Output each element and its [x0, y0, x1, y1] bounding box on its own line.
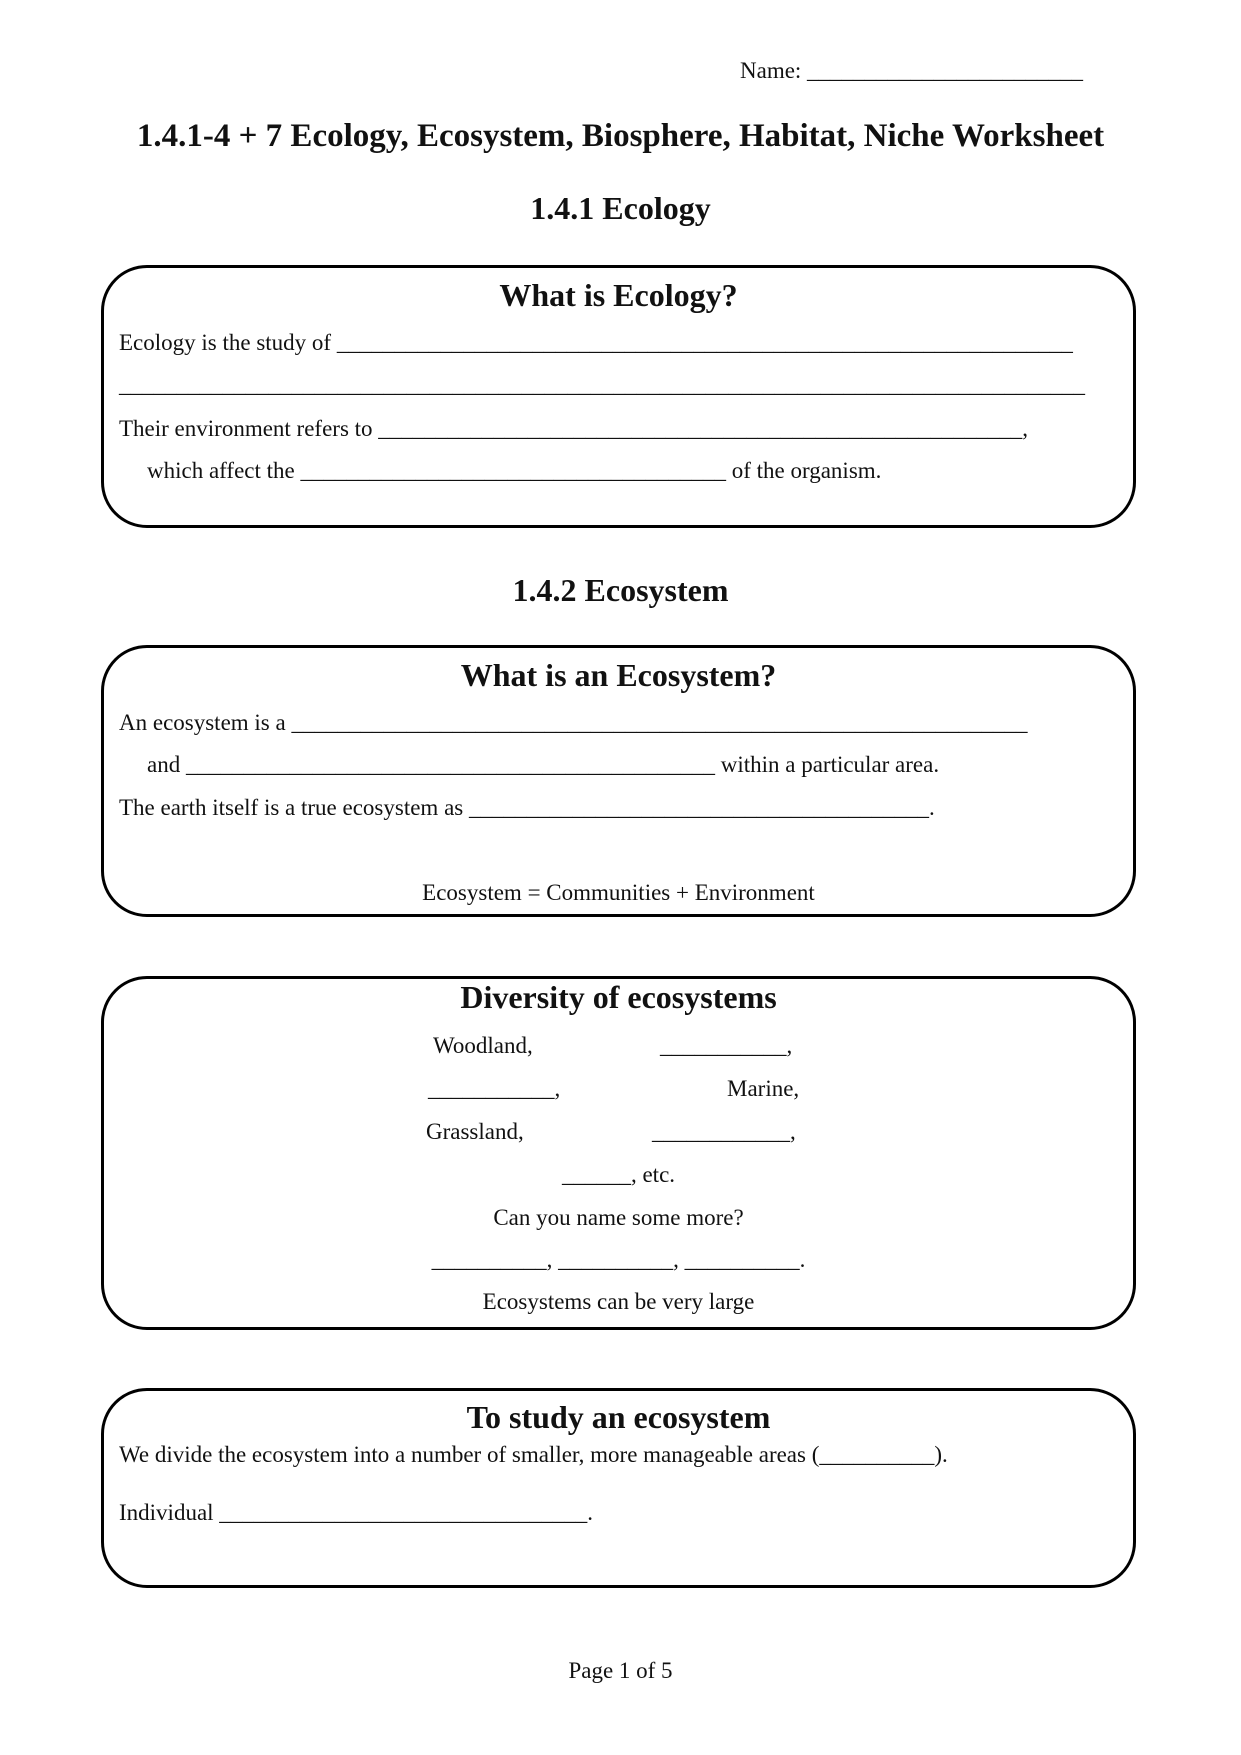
- worksheet-title: 1.4.1-4 + 7 Ecology, Ecosystem, Biosphere, Habitat, Niche Worksheet: [136, 118, 1105, 154]
- ecosystem-formula: Ecosystem = Communities + Environment: [422, 880, 815, 905]
- environment-effect-line[interactable]: which affect the _____________________________________ of the organism.: [147, 458, 882, 483]
- diversity-box: [101, 976, 1136, 1330]
- more-ecosystems-blanks[interactable]: __________, __________, __________.: [431, 1247, 806, 1272]
- ecosystem-definition-continued[interactable]: and ______________________________________________ within a particular area.: [147, 752, 940, 777]
- ecosystem-box-title: What is an Ecosystem?: [460, 657, 777, 693]
- name-more-question: Can you name some more?: [493, 1205, 744, 1230]
- section-heading-ecosystem: 1.4.2 Ecosystem: [512, 572, 729, 608]
- ecosystem-definition-line[interactable]: An ecosystem is a ________________________________________________________________: [119, 710, 1028, 735]
- diversity-box-title: Diversity of ecosystems: [460, 979, 777, 1015]
- earth-ecosystem-line[interactable]: The earth itself is a true ecosystem as ________________________________________.: [119, 795, 935, 820]
- environment-definition-line[interactable]: Their environment refers to ________________________________________________________,: [119, 416, 1029, 441]
- ecosystem-blank-2[interactable]: ___________,: [428, 1076, 561, 1101]
- ecology-definition-line[interactable]: Ecology is the study of ________________________________________________________________: [119, 330, 1073, 355]
- ecosystem-blank-etc[interactable]: ______, etc.: [561, 1162, 676, 1187]
- ecosystem-box: [101, 645, 1136, 917]
- ecosystems-large-note: Ecosystems can be very large: [482, 1289, 755, 1314]
- page-number: Page 1 of 5: [568, 1658, 673, 1683]
- section-heading-ecology: 1.4.1 Ecology: [530, 190, 711, 226]
- study-box: [101, 1388, 1136, 1588]
- divide-ecosystem-line[interactable]: We divide the ecosystem into a number of smaller, more manageable areas (__________).: [119, 1442, 948, 1467]
- ecology-definition-blank[interactable]: ____________________________________________________________________________________: [119, 372, 1085, 397]
- name-field[interactable]: Name: ________________________: [740, 58, 1084, 83]
- individual-line[interactable]: Individual ________________________________.: [119, 1500, 594, 1525]
- ecology-box: [101, 265, 1136, 528]
- grassland-label: Grassland,: [426, 1119, 524, 1144]
- ecosystem-blank-3[interactable]: ____________,: [652, 1119, 796, 1144]
- ecology-box-title: What is Ecology?: [499, 277, 738, 313]
- woodland-label: Woodland,: [433, 1033, 533, 1058]
- marine-label: Marine,: [727, 1076, 800, 1101]
- ecosystem-blank-1[interactable]: ___________,: [660, 1033, 793, 1058]
- study-box-title: To study an ecosystem: [466, 1399, 771, 1435]
